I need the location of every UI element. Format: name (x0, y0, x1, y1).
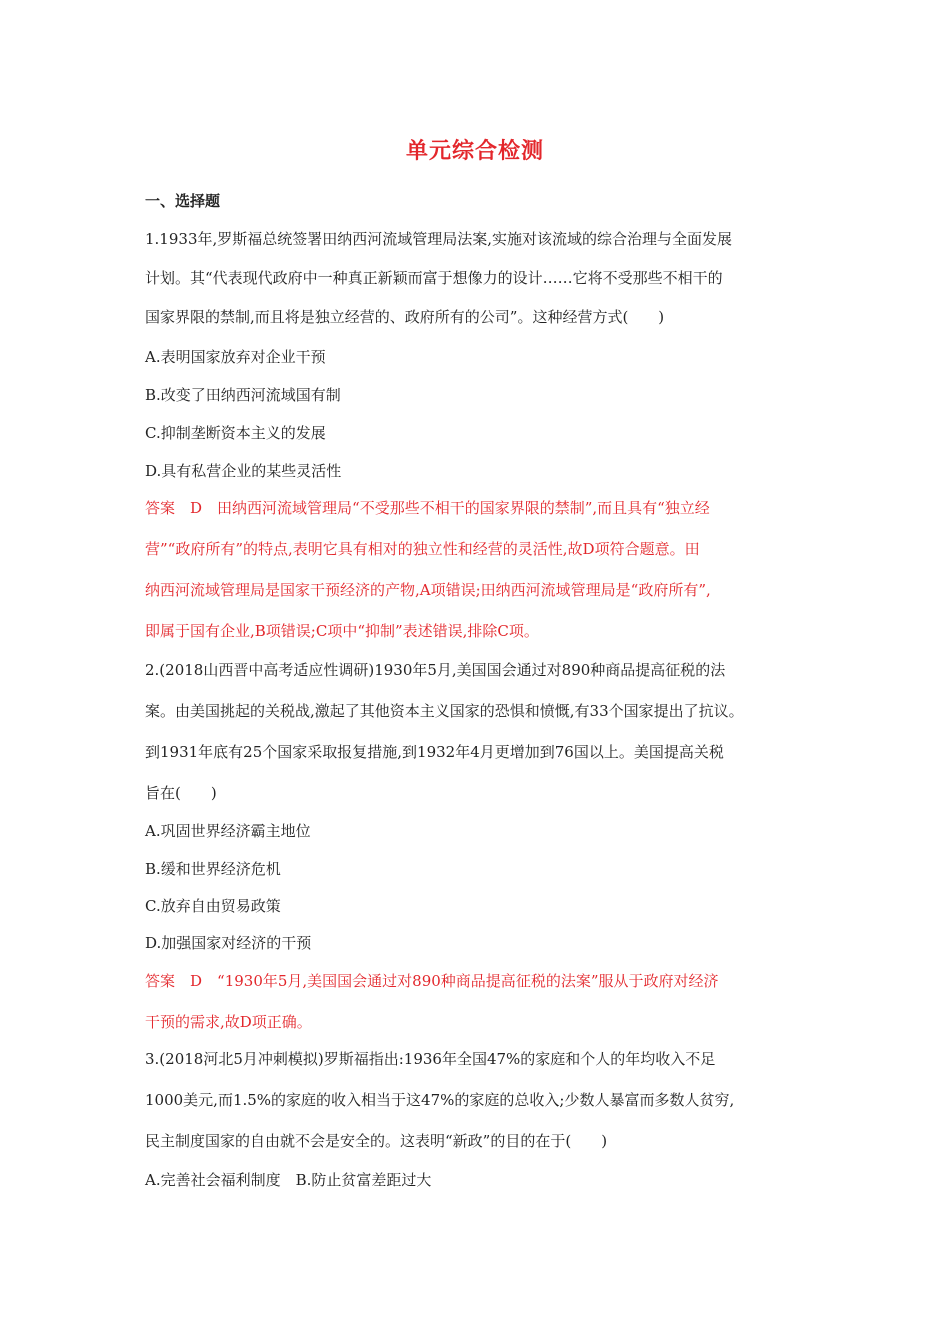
q2-stem-line: 案。由美国挑起的关税战,激起了其他资本主义国家的恐惧和愤慨,有33个国家提出了抗议。 (145, 702, 744, 720)
page-title: 单元综合检测 (405, 139, 544, 164)
q2-stem-line: 到1931年底有25个国家采取报复措施,到1932年4月更增加到76国以上。美国提高关税 (145, 743, 724, 761)
q2-answer-line: 答案 D “1930年5月,美国国会通过对890种商品提高征税的法案”服从于政府对经济 (145, 972, 719, 990)
q3-stem-line: 民主制度国家的自由就不会是安全的。这表明“新政”的目的在于( ) (145, 1132, 608, 1150)
q1-option-a: A.表明国家放弃对企业干预 (145, 348, 326, 366)
q1-answer-line: 即属于国有企业,B项错误;C项中“抑制”表述错误,排除C项。 (145, 622, 539, 640)
q3-options-line: A.完善社会福利制度 B.防止贫富差距过大 (145, 1171, 432, 1189)
q2-option-c: C.放弃自由贸易政策 (145, 897, 281, 915)
q1-option-b: B.改变了田纳西河流域国有制 (145, 386, 341, 404)
section-heading: 一、选择题 (145, 192, 221, 210)
q2-option-b: B.缓和世界经济危机 (145, 860, 281, 878)
q1-answer-line: 纳西河流域管理局是国家干预经济的产物,A项错误;田纳西河流域管理局是“政府所有”, (145, 581, 711, 599)
q2-answer-line: 干预的需求,故D项正确。 (145, 1013, 312, 1031)
q1-answer-line: 营”“政府所有”的特点,表明它具有相对的独立性和经营的灵活性,故D项符合题意。田 (145, 540, 700, 558)
q1-answer-line: 答案 D 田纳西河流域管理局“不受那些不相干的国家界限的禁制”,而且具有“独立经 (145, 499, 710, 517)
q2-stem-line: 2.(2018山西晋中高考适应性调研)1930年5月,美国国会通过对890种商品提高征税的法 (145, 661, 726, 679)
q2-stem-line: 旨在( ) (145, 784, 217, 802)
q3-stem-line: 3.(2018河北5月冲刺模拟)罗斯福指出:1936年全国47%的家庭和个人的年均收入不足 (145, 1050, 716, 1068)
q1-stem-line: 国家界限的禁制,而且将是独立经营的、政府所有的公司”。这种经营方式( ) (145, 308, 665, 326)
q1-option-d: D.具有私营企业的某些灵活性 (145, 462, 342, 480)
q2-option-a: A.巩固世界经济霸主地位 (145, 822, 311, 840)
q1-option-c: C.抑制垄断资本主义的发展 (145, 424, 326, 442)
q2-option-d: D.加强国家对经济的干预 (145, 934, 312, 952)
q1-stem-line: 1.1933年,罗斯福总统签署田纳西河流域管理局法案,实施对该流域的综合治理与全面发展 (145, 230, 733, 248)
q1-stem-line: 计划。其“代表现代政府中一种真正新颖而富于想像力的设计……它将不受那些不相干的 (145, 269, 723, 287)
q3-stem-line: 1000美元,而1.5%的家庭的收入相当于这47%的家庭的总收入;少数人暴富而多数人贫穷, (145, 1091, 735, 1109)
